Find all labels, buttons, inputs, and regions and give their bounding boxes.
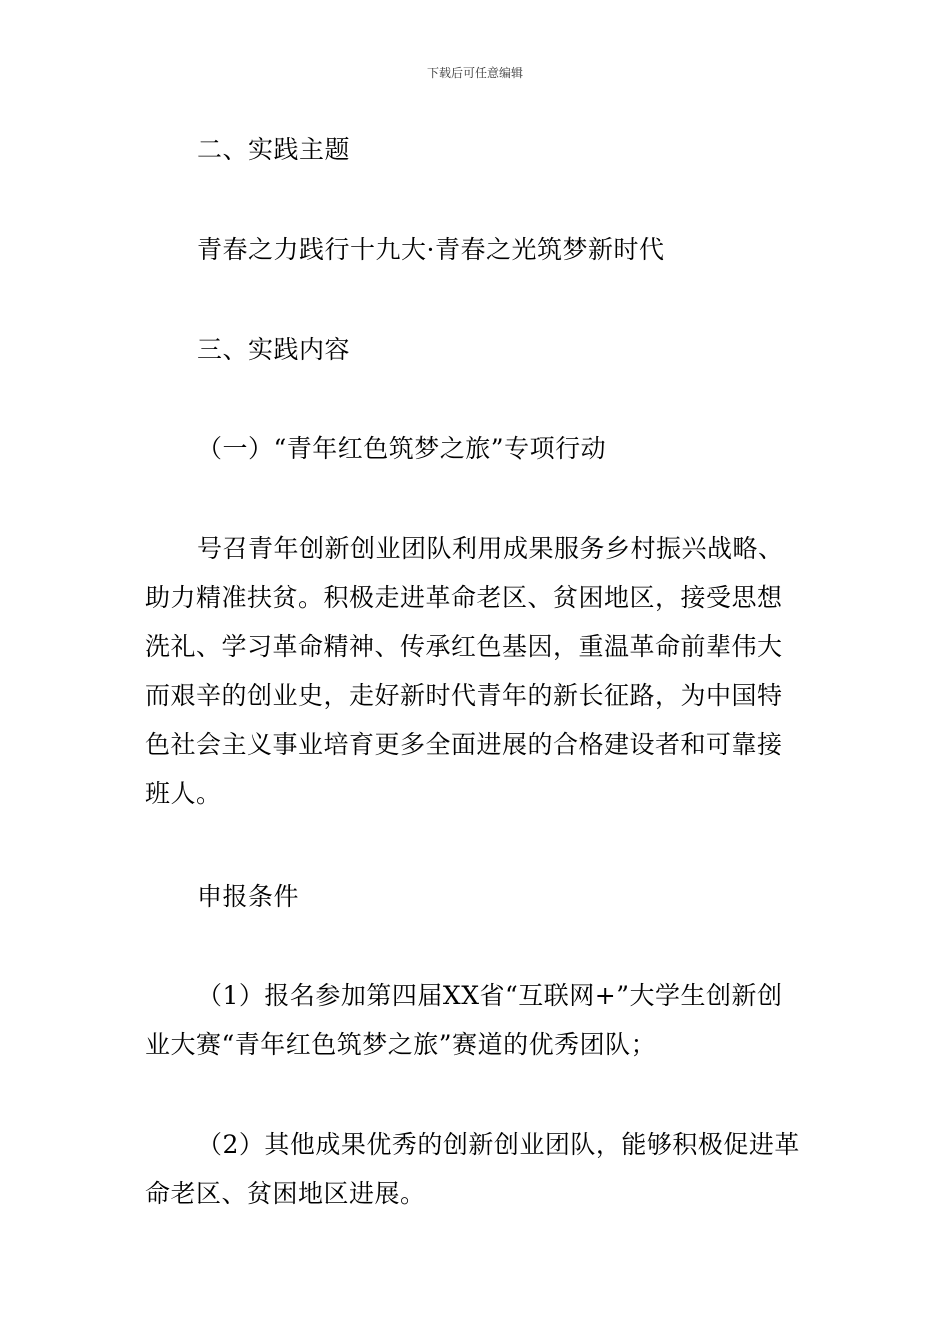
conditions-heading: 申报条件 xyxy=(197,882,300,911)
theme-text: 青春之力践行十九大·青春之光筑梦新时代 xyxy=(197,235,665,264)
section-heading-practice-theme: 二、实践主题 xyxy=(197,135,351,164)
condition-item-1: （1）报名参加第四届XX省“互联网+”大学生创新创业大赛“青年红色筑梦之旅”赛道的优秀团队； xyxy=(145,981,783,1059)
main-paragraph: 号召青年创新创业团队利用成果服务乡村振兴战略、助力精准扶贫。积极走进革命老区、贫困地区，接受思想洗礼、学习革命精神、传承红色基因，重温革命前辈伟大而艰辛的创业史，走好新时代青年的新长征路，为中国特色社会主义事业培育更多全面进展的合格建设者和可靠接班人。 xyxy=(145,534,784,808)
subsection-heading-red-dream-tour: （一）“青年红色筑梦之旅”专项行动 xyxy=(197,434,607,463)
condition-item-2: （2）其他成果优秀的创新创业团队，能够积极促进革命老区、贫困地区进展。 xyxy=(145,1130,800,1208)
section-heading-practice-content: 三、实践内容 xyxy=(197,335,351,364)
page-header-note: 下载后可任意编辑 xyxy=(426,66,523,80)
